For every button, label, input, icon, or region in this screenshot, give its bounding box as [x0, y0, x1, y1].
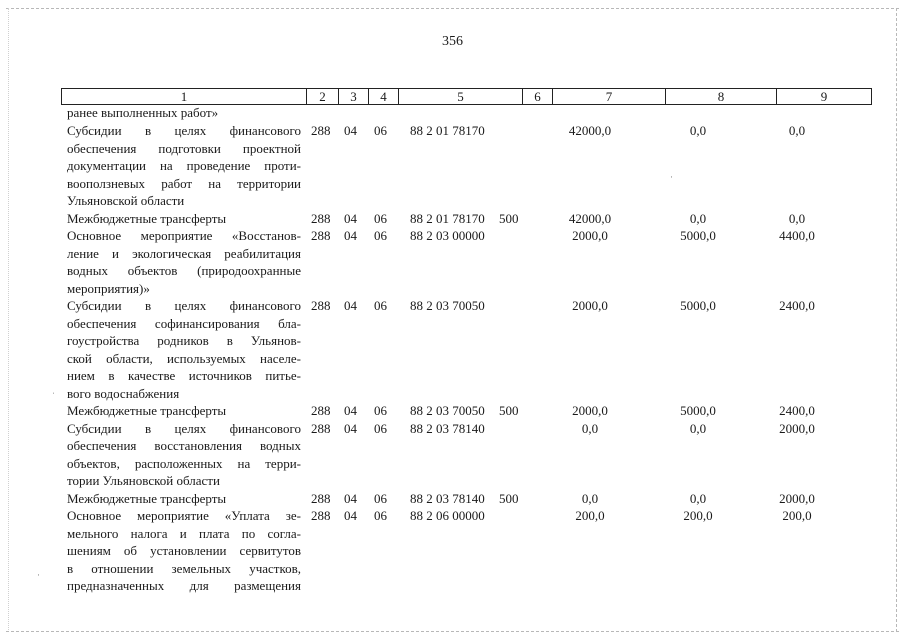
row-description — [67, 490, 301, 508]
description-line: мельного налога и плата по согла- — [67, 525, 301, 541]
cell-target-article: 88 2 06 00000 — [410, 508, 485, 523]
cell-target-article: 88 2 03 78140 — [410, 490, 485, 506]
row-description — [67, 402, 301, 420]
cell-subsection: 06 — [374, 123, 387, 138]
column-header-8: 8 — [666, 89, 777, 105]
description-line: мероприятия)» — [67, 280, 150, 296]
description-line: ление и экологическая реабилитация — [67, 245, 301, 261]
cell-amount-year-1: 2000,0 — [572, 403, 608, 418]
description-line: документации на проведение проти- — [67, 158, 301, 173]
cell-target-article: 88 2 01 78170 — [410, 123, 485, 138]
cell-admin-code: 288 — [311, 403, 331, 418]
cell-amount-year-2: 5000,0 — [680, 298, 716, 313]
cell-amount-year-2: 0,0 — [689, 210, 707, 226]
column-header-3: 3 — [339, 89, 369, 105]
row-description — [67, 122, 301, 210]
description-line: объектов, расположенных на терри- — [67, 455, 301, 471]
cell-amount-year-3: 0,0 — [788, 210, 806, 226]
description-line: Межбюджетные трансферты — [67, 490, 227, 506]
cell-admin-code: 288 — [311, 490, 331, 506]
row-description — [67, 210, 301, 228]
description-line: Межбюджетные трансферты — [67, 403, 227, 418]
description-line: в отношении земельных участков, — [67, 560, 301, 576]
column-header-4: 4 — [369, 89, 399, 105]
description-line: гоустройства родников в Ульянов- — [67, 333, 301, 348]
description-line: вооползневых работ на территории — [67, 175, 301, 191]
cell-amount-year-2: 0,0 — [689, 490, 707, 506]
cell-admin-code: 288 — [311, 420, 331, 436]
cell-admin-code: 288 — [311, 508, 331, 523]
description-line: Субсидии в целях финансового — [67, 420, 301, 436]
cell-target-article: 88 2 03 70050 — [410, 403, 485, 418]
description-line: тории Ульяновской области — [67, 473, 220, 488]
cell-section: 04 — [344, 123, 357, 138]
cell-subsection: 06 — [374, 403, 387, 418]
cell-amount-year-2: 0,0 — [689, 123, 707, 138]
column-header-6: 6 — [523, 89, 553, 105]
description-line: Основное мероприятие «Уплата зе- — [67, 508, 301, 523]
cell-expense-type: 500 — [499, 210, 519, 226]
description-line: ской области, используемых населе- — [67, 350, 301, 366]
description-line: обеспечения подготовки проектной — [67, 140, 301, 156]
cell-subsection: 06 — [374, 420, 387, 436]
cell-admin-code: 288 — [311, 298, 331, 313]
cell-amount-year-2: 5000,0 — [680, 403, 716, 418]
row-description — [67, 507, 301, 595]
cell-target-article: 88 2 03 00000 — [410, 228, 485, 243]
description-line: обеспечения софинансирования бла- — [67, 315, 301, 331]
cell-amount-year-1: 0,0 — [581, 490, 599, 506]
cell-admin-code: 288 — [311, 228, 331, 243]
cell-subsection: 06 — [374, 228, 387, 243]
description-line: Субсидии в целях финансового — [67, 123, 301, 138]
cell-admin-code: 288 — [311, 123, 331, 138]
cell-amount-year-3: 2000,0 — [779, 490, 815, 506]
column-header-9: 9 — [777, 89, 872, 105]
cell-amount-year-1: 42000,0 — [568, 123, 612, 138]
row-description — [67, 420, 301, 490]
cell-admin-code: 288 — [311, 210, 331, 226]
cell-amount-year-1: 200,0 — [575, 508, 605, 523]
cell-section: 04 — [344, 490, 357, 506]
cell-section: 04 — [344, 420, 357, 436]
cell-subsection: 06 — [374, 490, 387, 506]
description-line: водных объектов (природоохранные — [67, 263, 301, 278]
column-header-7: 7 — [553, 89, 666, 105]
cell-amount-year-1: 42000,0 — [568, 210, 612, 226]
cell-target-article: 88 2 01 78170 — [410, 210, 485, 226]
cell-target-article: 88 2 03 70050 — [410, 298, 485, 313]
description-line: Субсидии в целях финансового — [67, 298, 301, 313]
cell-expense-type: 500 — [499, 403, 519, 418]
description-line: предназначенных для размещения — [67, 578, 301, 593]
row-description — [67, 104, 301, 122]
cell-section: 04 — [344, 403, 357, 418]
cell-amount-year-3: 2400,0 — [779, 403, 815, 418]
cell-subsection: 06 — [374, 508, 387, 523]
scan-speck: ˌ — [52, 384, 55, 394]
cell-amount-year-3: 200,0 — [782, 508, 812, 523]
cell-amount-year-3: 2400,0 — [779, 298, 815, 313]
cell-amount-year-2: 200,0 — [683, 508, 713, 523]
cell-subsection: 06 — [374, 298, 387, 313]
cell-amount-year-1: 0,0 — [581, 420, 599, 436]
description-line: обеспечения восстановления водных — [67, 438, 301, 453]
cell-amount-year-3: 0,0 — [788, 123, 806, 138]
row-description — [67, 227, 301, 297]
column-header-1: 1 — [62, 89, 307, 105]
page-number: 356 — [442, 34, 463, 49]
cell-section: 04 — [344, 298, 357, 313]
column-header-2: 2 — [307, 89, 339, 105]
description-line: шениям об установлении сервитутов — [67, 543, 301, 558]
cell-section: 04 — [344, 228, 357, 243]
scan-speck: · — [670, 172, 673, 182]
cell-section: 04 — [344, 210, 357, 226]
cell-section: 04 — [344, 508, 357, 523]
cell-target-article: 88 2 03 78140 — [410, 420, 485, 436]
cell-amount-year-2: 0,0 — [689, 420, 707, 436]
description-line: нием в качестве источников питье- — [67, 368, 301, 383]
cell-amount-year-2: 5000,0 — [680, 228, 716, 243]
description-line: Основное мероприятие «Восстанов- — [67, 228, 301, 243]
description-line: Межбюджетные трансферты — [67, 210, 227, 226]
column-header-5: 5 — [399, 89, 523, 105]
cell-amount-year-3: 2000,0 — [779, 420, 815, 436]
row-description — [67, 297, 301, 402]
cell-expense-type: 500 — [499, 490, 519, 506]
cell-amount-year-1: 2000,0 — [572, 228, 608, 243]
cell-amount-year-1: 2000,0 — [572, 298, 608, 313]
cell-amount-year-3: 4400,0 — [779, 228, 815, 243]
cell-subsection: 06 — [374, 210, 387, 226]
description-line: вого водоснабжения — [67, 385, 180, 401]
description-line: ранее выполненных работ» — [67, 105, 219, 120]
scan-speck: · — [37, 570, 40, 580]
description-line: Ульяновской области — [67, 193, 185, 208]
